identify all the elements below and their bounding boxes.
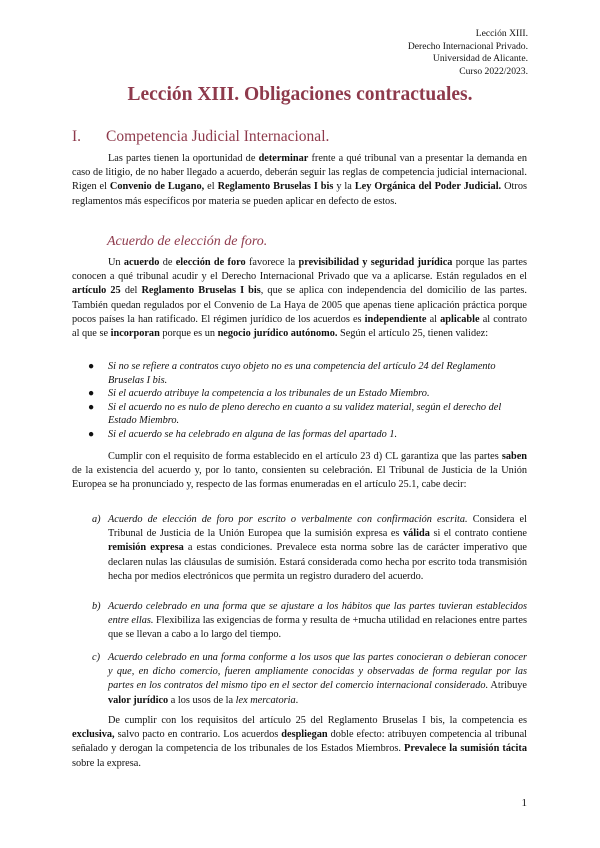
cumplir-paragraph: [72, 450, 527, 493]
list-item: [72, 428, 527, 442]
list-item: [72, 401, 527, 428]
validity-bullet-list: [72, 360, 527, 442]
text-run: el: [204, 181, 218, 193]
text-run: Según el artículo 25, tienen validez:: [337, 328, 489, 340]
list-item-c: [72, 651, 527, 708]
section-label: Competencia Judicial Internacional.: [106, 128, 330, 145]
bold-run: previsibilidad y seguridad jurídica: [298, 257, 453, 268]
text-run: del: [120, 285, 142, 297]
text-run: y la: [333, 181, 355, 193]
bullet-icon: ●: [88, 388, 95, 400]
bold-run: negocio jurídico autónomo.: [217, 328, 338, 340]
text-run: si el contrato contiene: [429, 528, 527, 540]
text-run: , que se aplica con independencia del domicilio de las partes. También quedan regulados por el Convenio de La Haya de 2005 que apenas tiene aplicación práctica porque pocos países la han ratificado. El régimen jurídico de los acuerdos es: [72, 285, 528, 325]
acuerdo-paragraph: [72, 256, 527, 341]
italic-run: lex mercatoria: [235, 694, 296, 706]
bold-run: Reglamento Bruselas I bis: [141, 285, 261, 297]
bullet-icon: ●: [88, 428, 95, 440]
italic-run: Acuerdo celebrado en una forma que se ajustare a los hábitos que las partes tuvieran establecidos entre ellas.: [108, 601, 527, 627]
page-title: Lección XIII. Obligaciones contractuales.: [127, 84, 473, 105]
header-line: Universidad de Alicante.: [432, 53, 528, 65]
text-run: Las partes tienen la oportunidad de: [108, 153, 259, 164]
bold-run: saben: [501, 451, 527, 462]
text-run: a los usos de la: [168, 694, 236, 706]
header-block: [408, 28, 528, 78]
text-run: porque es un: [159, 328, 218, 340]
text-run: frente a qué tribunal van a presentar la demanda en caso de litigio, de no haber llegado a acuerdo, deberán seguir las reglas de competencia judicial internacional. Rigen el: [72, 153, 527, 193]
page-number: 1: [521, 797, 527, 809]
item-text: [108, 651, 527, 708]
italic-run: Acuerdo de elección de foro por escrito o verbalmente con confirmación escrita.: [108, 514, 468, 525]
bold-run: incorporan: [110, 328, 160, 340]
intro-paragraph: [72, 152, 527, 209]
bullet-icon: ●: [88, 361, 95, 372]
bullet-icon: ●: [88, 401, 95, 413]
bold-run: exclusiva,: [72, 729, 115, 741]
header-line: Curso 2022/2023.: [459, 65, 528, 77]
header-line: Lección XIII.: [475, 28, 528, 39]
text-run: De cumplir con los requisitos del artículo 25 del Reglamento Bruselas I bis, la competencia es: [108, 715, 527, 726]
text-run: Atribuye: [488, 680, 527, 692]
bold-run: Prevalece la sumisión tácita: [404, 743, 527, 755]
bold-run: elección de foro: [175, 257, 246, 268]
bold-run: Convenio de Lugano,: [109, 181, 205, 193]
text-run: porque las partes conocen a qué tribunal acudir y el Derecho Internacional Privado que va a aplicarse. Están regulados en el: [72, 257, 528, 283]
item-text: [108, 513, 527, 584]
text-run: favorece la: [245, 257, 299, 268]
list-item-a: [72, 513, 527, 584]
item-marker: c): [92, 652, 100, 663]
bold-run: válida: [402, 528, 430, 540]
bullet-text: Si el acuerdo se ha celebrado en alguna de las formas del apartado 1.: [108, 428, 398, 440]
bold-run: aplicable: [440, 313, 480, 325]
header-line: Derecho Internacional Privado.: [407, 40, 528, 52]
list-item: [72, 360, 527, 387]
text-run: doble efecto: atribuyen competencia al tribunal señalado y derogan la competencia de los tribunales de los Estados Miembros.: [72, 729, 527, 755]
bullet-text: Si no se refiere a contratos cuyo objeto no es una competencia del artículo 24 del Reglamento Bruselas I bis.: [108, 361, 496, 386]
text-run: a estas condiciones. Prevalece esta norma sobre las de carácter imperativo que declaren nulas las cláusulas de sumisión. Estará considerada como hecha por escrito toda transmisión hecha por medios electrónicos que permita un registro duradero del acuerdo.: [108, 542, 527, 582]
bold-run: independiente: [364, 313, 427, 325]
bold-run: Reglamento Bruselas I bis: [217, 181, 334, 193]
bullet-text: Si el acuerdo no es nulo de pleno derecho en cuanto a su validez material, según el derecho del Estado Miembro.: [108, 401, 502, 427]
final-paragraph: [72, 714, 527, 771]
italic-run: Acuerdo celebrado en una forma conforme a los usos que las partes conocieran o debieran conocer y que, en dicho comercio, fueren ampliamente conocidas y observadas de forma regular por las partes en los contratos del mismo tipo en el sector del comercio internacional considerado.: [108, 652, 527, 692]
bold-run: artículo 25: [72, 285, 121, 297]
bold-run: remisión expresa: [108, 542, 184, 554]
bullet-text: Si el acuerdo atribuye la competencia a los tribunales de un Estado Miembro.: [108, 388, 430, 400]
text-run: Otros reglamentos más específicos por materia se pueden aplicar en defecto de estos.: [72, 181, 527, 207]
text-run: Un: [108, 257, 124, 268]
bold-run: despliegan: [281, 729, 328, 741]
text-run: salvo pacto en contrario. Los acuerdos: [114, 729, 282, 741]
bold-run: Ley Orgánica del Poder Judicial.: [354, 181, 502, 193]
text-run: Cumplir con el requisito de forma establecido en el artículo 23 d) CL garantiza que las partes: [108, 451, 502, 462]
bold-run: determinar: [258, 153, 309, 164]
item-marker: b): [92, 601, 101, 612]
text-run: Considera el Tribunal de Justicia de la Unión Europea que la sumisión expresa es: [108, 514, 527, 540]
bold-run: acuerdo: [123, 257, 160, 268]
item-text: [108, 600, 527, 643]
list-item: [72, 387, 527, 401]
section-number: I.: [72, 128, 82, 145]
text-run: sobre la expresa.: [72, 757, 141, 769]
item-marker: a): [92, 514, 101, 525]
text-run: Flexibiliza las exigencias de forma y resulta de +mucha utilidad en relaciones entre partes que se llevan a cabo a lo largo del tiempo.: [108, 615, 527, 641]
text-run: .: [295, 694, 299, 706]
text-run: de: [159, 257, 176, 268]
subheading: Acuerdo de elección de foro.: [107, 234, 268, 249]
text-run: al: [426, 313, 441, 325]
text-run: de la existencia del acuerdo y, por lo tanto, consienten su celebración. El Tribunal de Justicia de la Unión Europea se ha pronunciado y, respecto de las formas enumeradas en el artículo 25.1, cabe decir:: [72, 465, 527, 491]
section-heading: [72, 128, 329, 146]
bold-run: valor jurídico: [108, 694, 169, 706]
text-run: al contrato al que se: [72, 313, 527, 340]
list-item-b: [72, 600, 527, 643]
